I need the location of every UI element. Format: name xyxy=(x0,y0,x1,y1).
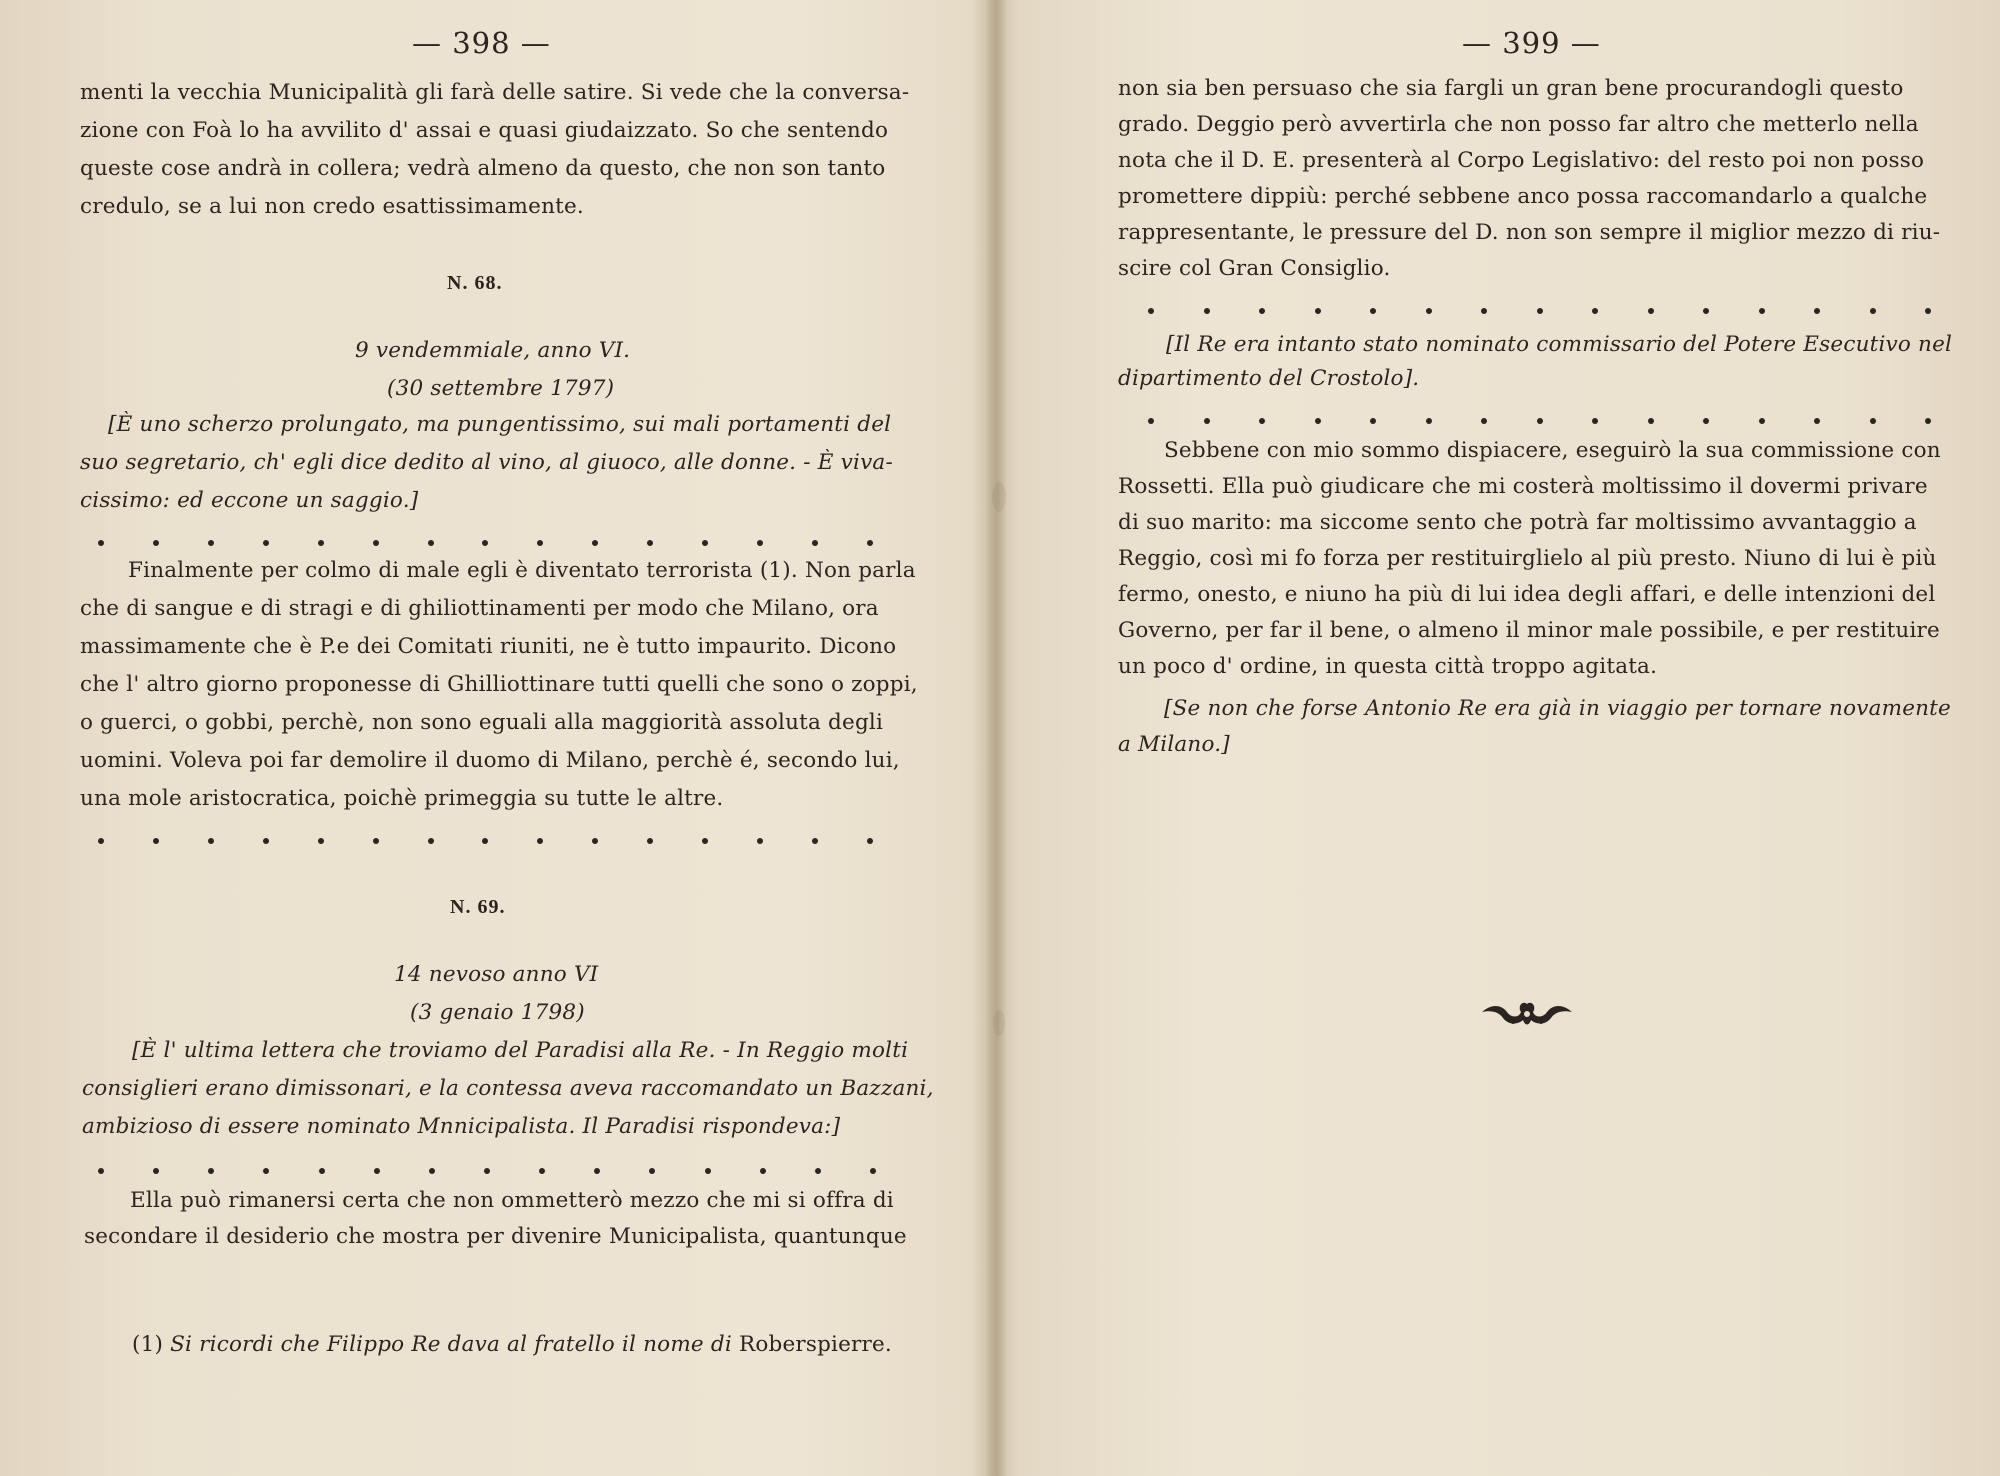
text-line: rappresentante, le pressure del D. non son sempre il miglior mezzo di riu- xyxy=(1118,220,1941,245)
ellipsis-row xyxy=(1148,300,1931,314)
editor-note-line: cissimo: ed eccone un saggio.] xyxy=(80,488,419,513)
text-line: credulo, se a lui non credo esattissimamente. xyxy=(80,194,584,219)
letter-69-date: 14 nevoso anno VI xyxy=(394,962,599,987)
text-line: Reggio, così mi fo forza per restituirglielo al più presto. Niuno di lui è più xyxy=(1118,546,1937,571)
editor-note-line: [Se non che forse Antonio Re era già in viaggio per tornare novamente xyxy=(1164,696,1951,721)
footnote-marker: (1) xyxy=(132,1332,164,1357)
ellipsis-row xyxy=(98,532,873,546)
binding-thread xyxy=(993,1010,1005,1036)
text-line: Ella può rimanersi certa che non ommetterò mezzo che mi si offra di xyxy=(130,1188,894,1213)
text-line: Sebbene con mio sommo dispiacere, eseguirò la sua commissione con xyxy=(1164,438,1941,463)
text-line: secondare il desiderio che mostra per divenire Municipalista, quantunque xyxy=(84,1224,907,1249)
text-line: nota che il D. E. presenterà al Corpo Legislativo: del resto poi non posso xyxy=(1118,148,1925,173)
letter-68-date: 9 vendemmiale, anno VI. xyxy=(355,338,631,363)
ellipsis-row xyxy=(98,1160,876,1174)
text-line: che l' altro giorno proponesse di Ghilliottinare tutti quelli che sono o zoppi, xyxy=(80,672,918,697)
text-line: di suo marito: ma siccome sento che potrà far moltissimo avvantaggio a xyxy=(1118,510,1917,535)
text-line: fermo, onesto, e niuno ha più di lui idea degli affari, e delle intenzioni del xyxy=(1118,582,1936,607)
letter-69-heading: N. 69. xyxy=(450,896,506,918)
binding-thread xyxy=(992,482,1006,512)
left-page xyxy=(0,0,985,1476)
text-line: uomini. Voleva poi far demolire il duomo di Milano, perchè é, secondo lui, xyxy=(80,748,900,773)
text-line: promettere dippiù: perché sebbene anco possa raccomandarlo a qualche xyxy=(1118,184,1928,209)
text-line: o guerci, o gobbi, perchè, non sono eguali alla maggiorità assoluta degli xyxy=(80,710,884,735)
letter-68-date-gregorian: (30 settembre 1797) xyxy=(387,376,615,401)
ellipsis-row xyxy=(98,830,873,844)
editor-note-line: [È l' ultima lettera che troviamo del Paradisi alla Re. - In Reggio molti xyxy=(132,1038,909,1063)
letter-68-heading: N. 68. xyxy=(447,272,503,294)
book-gutter xyxy=(985,0,1007,1476)
text-line: grado. Deggio però avvertirla che non posso far altro che metterlo nella xyxy=(1118,112,1919,137)
ellipsis-row xyxy=(1148,410,1931,424)
editor-note-line: suo segretario, ch' egli dice dedito al vino, al giuoco, alle donne. - È viva- xyxy=(80,450,893,475)
footnote-text: Si ricordi che Filippo Re dava al fratello il nome di xyxy=(170,1332,732,1357)
editor-note-line: [È uno scherzo prolungato, ma pungentissimo, sui mali portamenti del xyxy=(108,412,892,437)
editor-note-line: dipartimento del Crostolo]. xyxy=(1118,366,1420,391)
text-line: che di sangue e di stragi e di ghiliottinamenti per modo che Milano, ora xyxy=(80,596,879,621)
editor-note-line: ambizioso di essere nominato Mnnicipalista. Il Paradisi rispondeva:] xyxy=(82,1114,841,1139)
page-number-left: — 398 — xyxy=(412,26,551,60)
letter-69-date-gregorian: (3 genaio 1798) xyxy=(410,1000,585,1025)
text-line: zione con Foà lo ha avvilito d' assai e quasi giudaizzato. So che sentendo xyxy=(80,118,889,143)
text-line: non sia ben persuaso che sia fargli un gran bene procurandogli questo xyxy=(1118,76,1904,101)
text-line: menti la vecchia Municipalità gli farà delle satire. Si vede che la conversa- xyxy=(80,80,910,105)
editor-note-line: [Il Re era intanto stato nominato commissario del Potere Esecutivo nel xyxy=(1166,332,1953,357)
text-line: un poco d' ordine, in questa città troppo agitata. xyxy=(1118,654,1658,679)
editor-note-line: consiglieri erano dimissonari, e la contessa aveva raccomandato un Bazzani, xyxy=(82,1076,934,1101)
text-line: queste cose andrà in collera; vedrà almeno da questo, che non son tanto xyxy=(80,156,886,181)
text-line: Rossetti. Ella può giudicare che mi costerà moltissimo il dovermi privare xyxy=(1118,474,1928,499)
footnote-text-end: Roberspierre. xyxy=(738,1332,892,1357)
text-line: una mole aristocratica, poichè primeggia su tutte le altre. xyxy=(80,786,724,811)
fleuron-ornament xyxy=(1477,990,1577,1040)
text-line: Governo, per far il bene, o almeno il minor male possibile, e per restituire xyxy=(1118,618,1940,643)
text-line: massimamente che è P.e dei Comitati riuniti, ne è tutto impaurito. Dicono xyxy=(80,634,897,659)
text-line: Finalmente per colmo di male egli è diventato terrorista (1). Non parla xyxy=(128,558,916,583)
editor-note-line: a Milano.] xyxy=(1118,732,1230,757)
text-line: scire col Gran Consiglio. xyxy=(1118,256,1391,281)
right-page xyxy=(1007,0,2000,1476)
footnote xyxy=(132,1330,892,1360)
page-number-right: — 399 — xyxy=(1462,26,1601,60)
